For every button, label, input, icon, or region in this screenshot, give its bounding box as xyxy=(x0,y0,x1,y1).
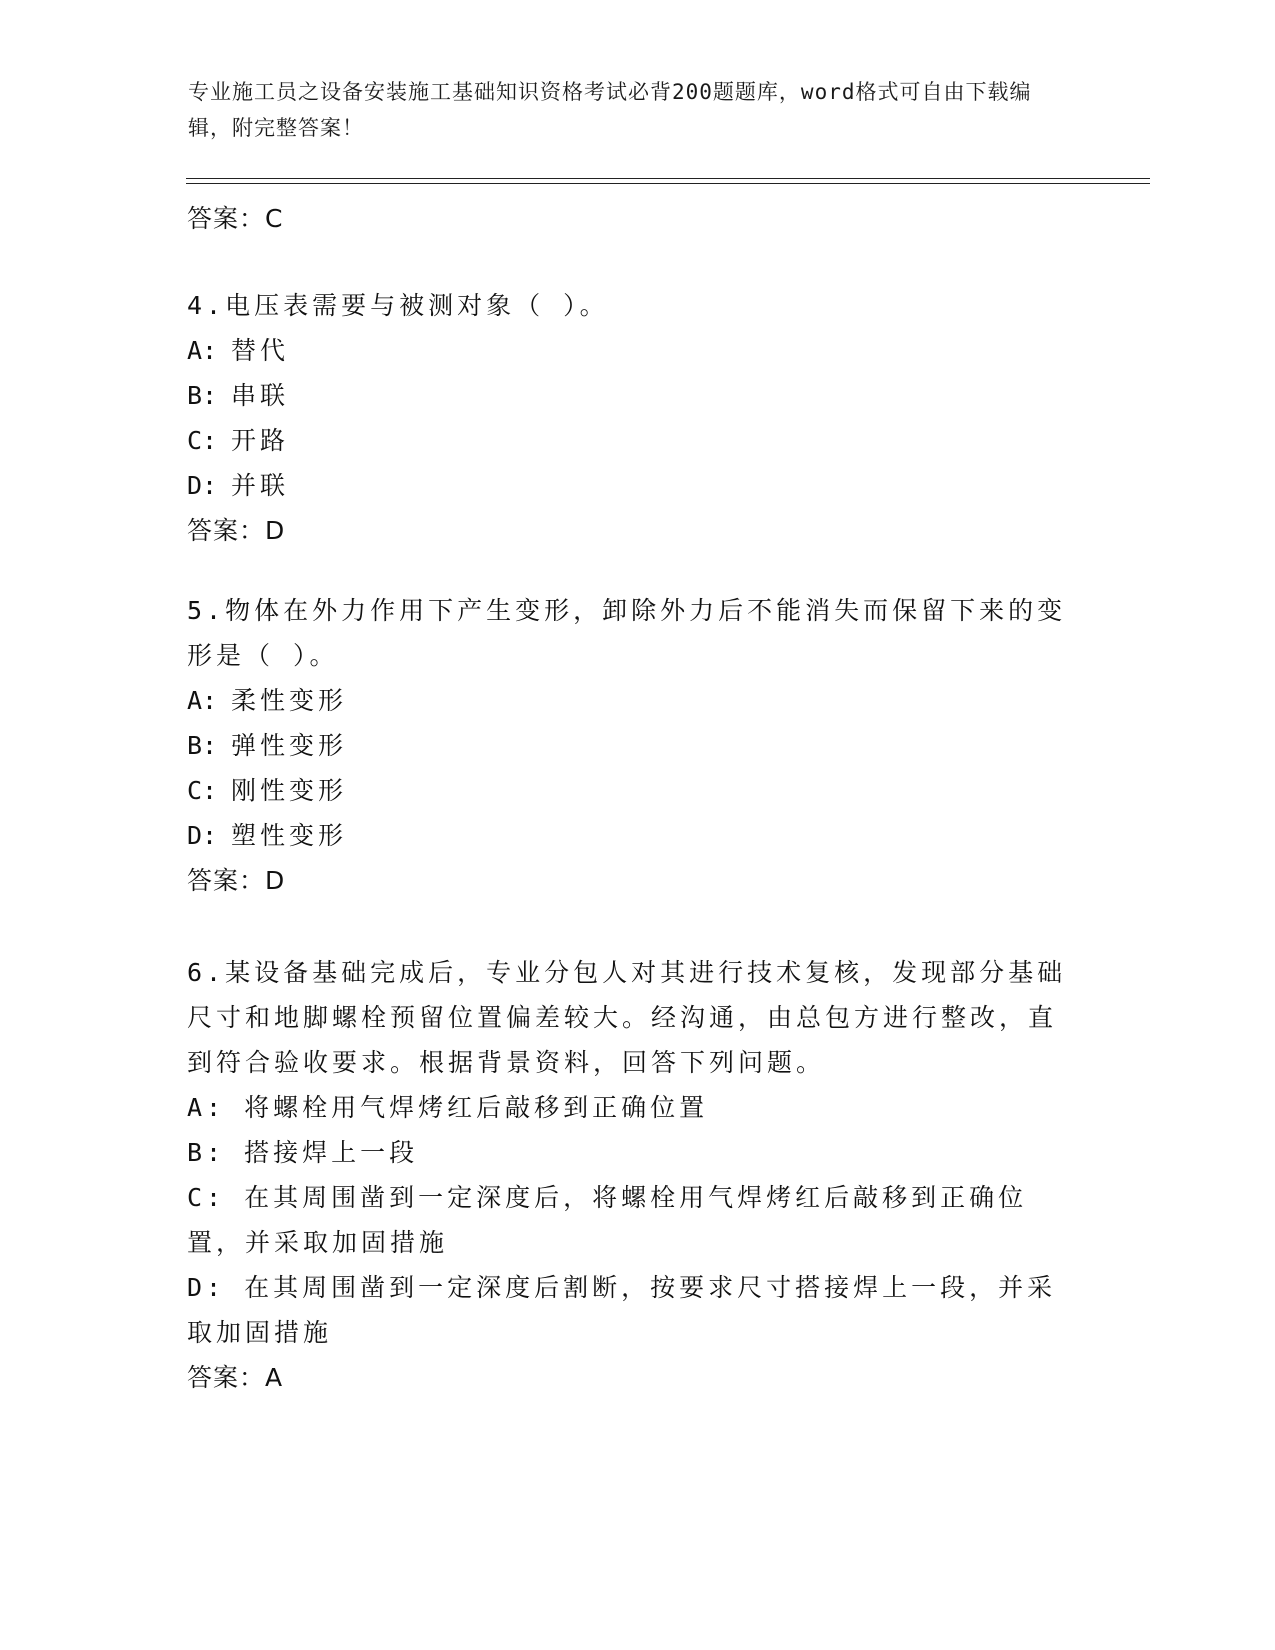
option-a xyxy=(187,328,1087,373)
option-a xyxy=(187,1085,1067,1130)
option-letter: C: xyxy=(187,776,218,805)
option-b xyxy=(187,373,1087,418)
option-letter: B: xyxy=(187,381,218,410)
answer-label: 答案： xyxy=(187,1363,266,1392)
option-b xyxy=(187,1130,1067,1175)
option-text: 开路 xyxy=(231,426,290,455)
question-block-4 xyxy=(187,196,1087,553)
answer-value: D xyxy=(265,866,286,895)
option-c xyxy=(187,1175,1067,1265)
option-text: 将螺栓用气焊烤红后敲移到正确位置 xyxy=(244,1093,709,1122)
option-letter: B: xyxy=(187,1138,226,1167)
question-block-6 xyxy=(187,950,1087,1400)
option-text: 在其周围凿到一定深度后，将螺栓用气焊烤红后敲移到正确位置，并采取加固措施 xyxy=(187,1183,1028,1257)
option-text: 并联 xyxy=(231,471,290,500)
option-letter: B: xyxy=(187,731,218,760)
option-text: 替代 xyxy=(231,336,290,365)
answer-line xyxy=(187,508,1087,553)
question-block-5 xyxy=(187,588,1087,903)
answer-label: 答案： xyxy=(187,204,266,233)
option-d xyxy=(187,1265,1067,1355)
question-stem: 5.物体在外力作用下产生变形，卸除外力后不能消失而保留下来的变形是（ ）。 xyxy=(187,596,1067,670)
option-letter: A: xyxy=(187,686,218,715)
option-text: 在其周围凿到一定深度后割断，按要求尺寸搭接焊上一段，并采取加固措施 xyxy=(187,1273,1057,1347)
option-text: 串联 xyxy=(231,381,290,410)
option-letter: C: xyxy=(187,1183,226,1212)
answer-line xyxy=(187,858,1087,903)
option-d xyxy=(187,463,1087,508)
answer-value: A xyxy=(265,1363,284,1392)
answer-line xyxy=(187,196,1087,241)
answer-value: C xyxy=(265,204,284,233)
option-c xyxy=(187,768,1087,813)
option-letter: C: xyxy=(187,426,218,455)
option-letter: D: xyxy=(187,1273,226,1302)
answer-value: D xyxy=(265,516,286,545)
option-text: 弹性变形 xyxy=(231,731,348,760)
option-text: 柔性变形 xyxy=(231,686,348,715)
option-letter: D: xyxy=(187,471,218,500)
option-c xyxy=(187,418,1087,463)
header-divider-thin xyxy=(186,183,1150,184)
option-text: 刚性变形 xyxy=(231,776,348,805)
answer-label: 答案： xyxy=(187,866,266,895)
answer-line xyxy=(187,1355,1087,1400)
option-a xyxy=(187,678,1087,723)
option-letter: A: xyxy=(187,336,218,365)
option-text: 塑性变形 xyxy=(231,821,348,850)
option-letter: A: xyxy=(187,1093,226,1122)
question-stem: 6.某设备基础完成后，专业分包人对其进行技术复核，发现部分基础尺寸和地脚螺栓预留位置偏差较大。经沟通，由总包方进行整改，直到符合验收要求。根据背景资料，回答下列问题。 xyxy=(187,958,1067,1077)
header-divider xyxy=(186,178,1150,179)
option-d xyxy=(187,813,1087,858)
option-text: 搭接焊上一段 xyxy=(244,1138,419,1167)
answer-label: 答案： xyxy=(187,516,266,545)
option-letter: D: xyxy=(187,821,218,850)
document-header: 专业施工员之设备安装施工基础知识资格考试必背200题题库，word格式可自由下载编辑，附完整答案！ xyxy=(188,80,1032,140)
question-stem: 4.电压表需要与被测对象（ ）。 xyxy=(187,291,609,320)
option-b xyxy=(187,723,1087,768)
